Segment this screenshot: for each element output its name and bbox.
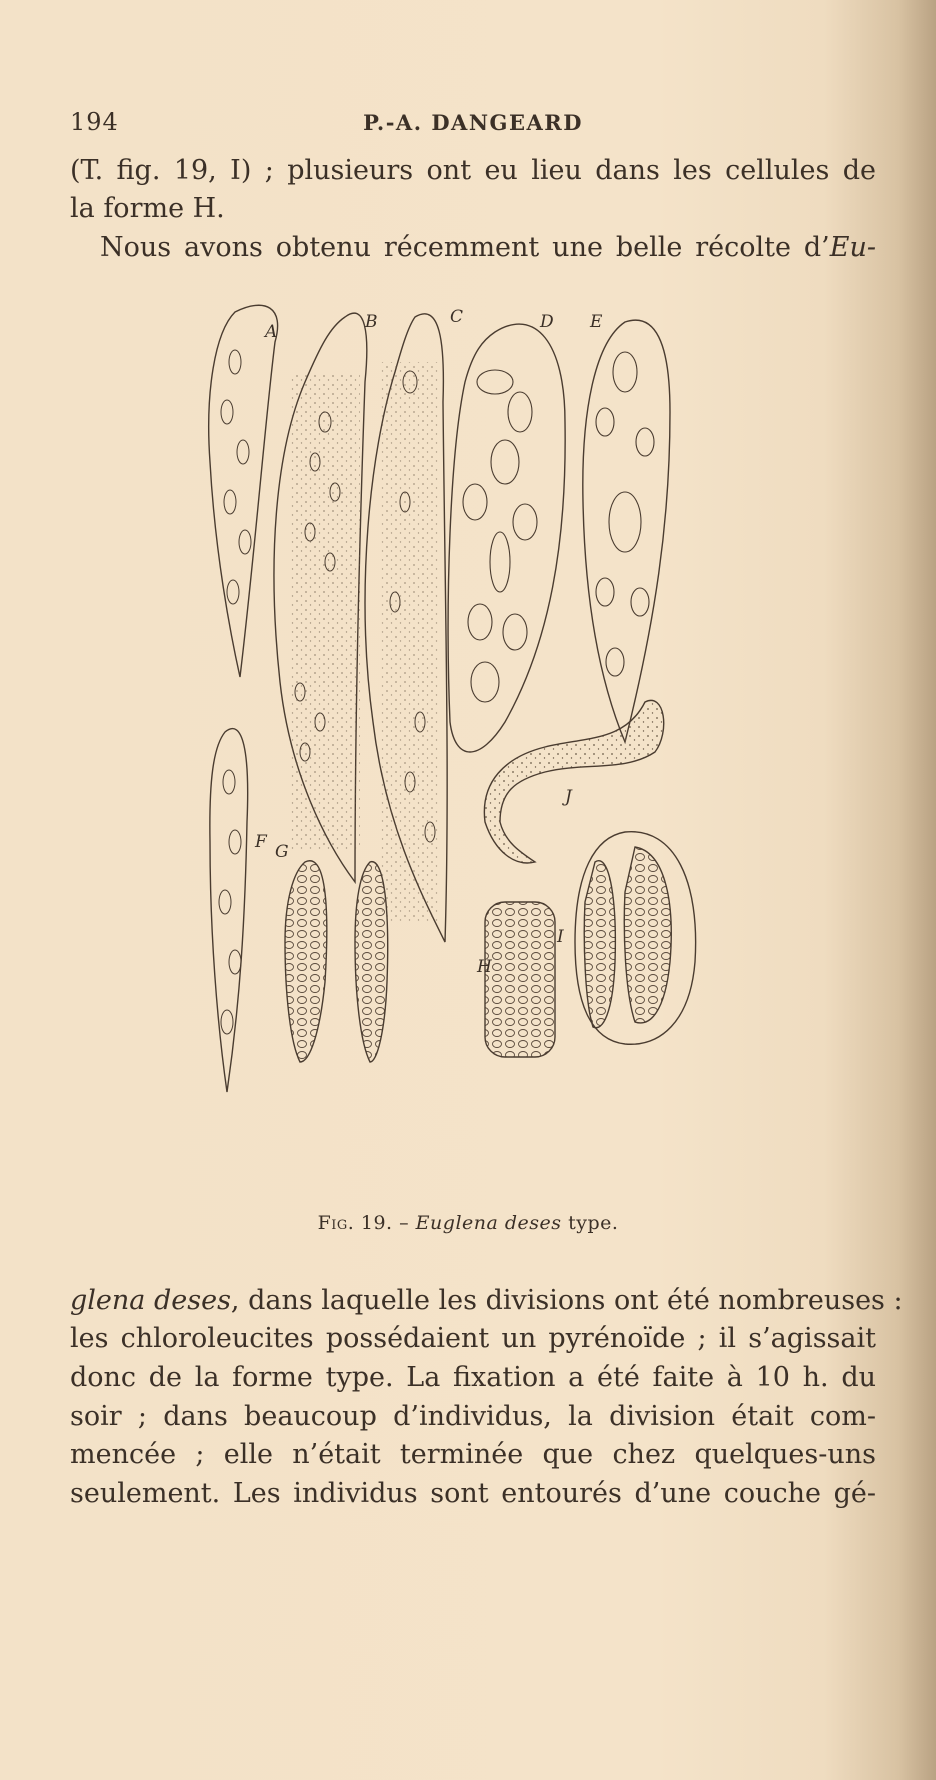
cell-b <box>274 313 367 882</box>
text-line: soir ; dans beaucoup d’individus, la division était com- <box>70 1401 876 1432</box>
running-head: P.-A. DANGEARD <box>363 110 583 135</box>
text-line: les chloroleucites possédaient un pyrénoïde ; il s’agissait <box>70 1323 876 1354</box>
text-line: seulement. Les individus sont entourés d’une couche gé- <box>70 1478 876 1509</box>
text-line: la forme H. <box>70 193 225 224</box>
cell-e <box>583 320 670 742</box>
caption-prefix: Fig. 19. <box>317 1212 393 1234</box>
italic-text-span: glena deses <box>70 1285 231 1316</box>
cell-h <box>485 902 555 1057</box>
cell-f <box>210 729 248 1092</box>
text-line: mencée ; elle n’était terminée que chez quelques-uns <box>70 1439 876 1470</box>
cell-c <box>365 314 447 942</box>
cell-j <box>484 700 663 863</box>
text-line: (T. fig. 19, I) ; plusieurs ont eu lieu dans les cellules de <box>70 155 876 186</box>
figure-label: E <box>590 312 603 332</box>
text-line <box>70 1283 903 1319</box>
page-number: 194 <box>70 108 119 136</box>
figure-label: A <box>265 322 278 342</box>
figure-label: F <box>255 832 267 852</box>
text-line: donc de la forme type. La fixation a été faite à 10 h. du <box>70 1362 876 1393</box>
figure-label: I <box>557 927 564 947</box>
figure-label: G <box>275 842 289 862</box>
figure-label: D <box>540 312 554 332</box>
text-span: Nous avons obtenu récemment une belle récolte d’ <box>100 232 830 263</box>
caption-species: Euglena deses <box>415 1212 562 1234</box>
cell-a <box>209 305 278 677</box>
cell-i <box>575 832 696 1045</box>
cell-d <box>448 324 565 752</box>
figure-label: J <box>565 787 572 807</box>
text-span: , dans laquelle les divisions ont été nombreuses : <box>230 1285 903 1316</box>
caption-suffix: type. <box>568 1212 619 1234</box>
figure-caption <box>0 1212 936 1234</box>
figure-label: C <box>450 307 464 327</box>
figure-label: B <box>365 312 378 332</box>
caption-dash: – <box>399 1212 410 1234</box>
text-line <box>100 230 876 266</box>
page-header <box>70 108 876 142</box>
cell-g <box>285 861 388 1062</box>
italic-text-span: Eu- <box>829 232 876 263</box>
euglena-figure <box>205 302 750 1197</box>
figure-label: H <box>477 957 492 977</box>
